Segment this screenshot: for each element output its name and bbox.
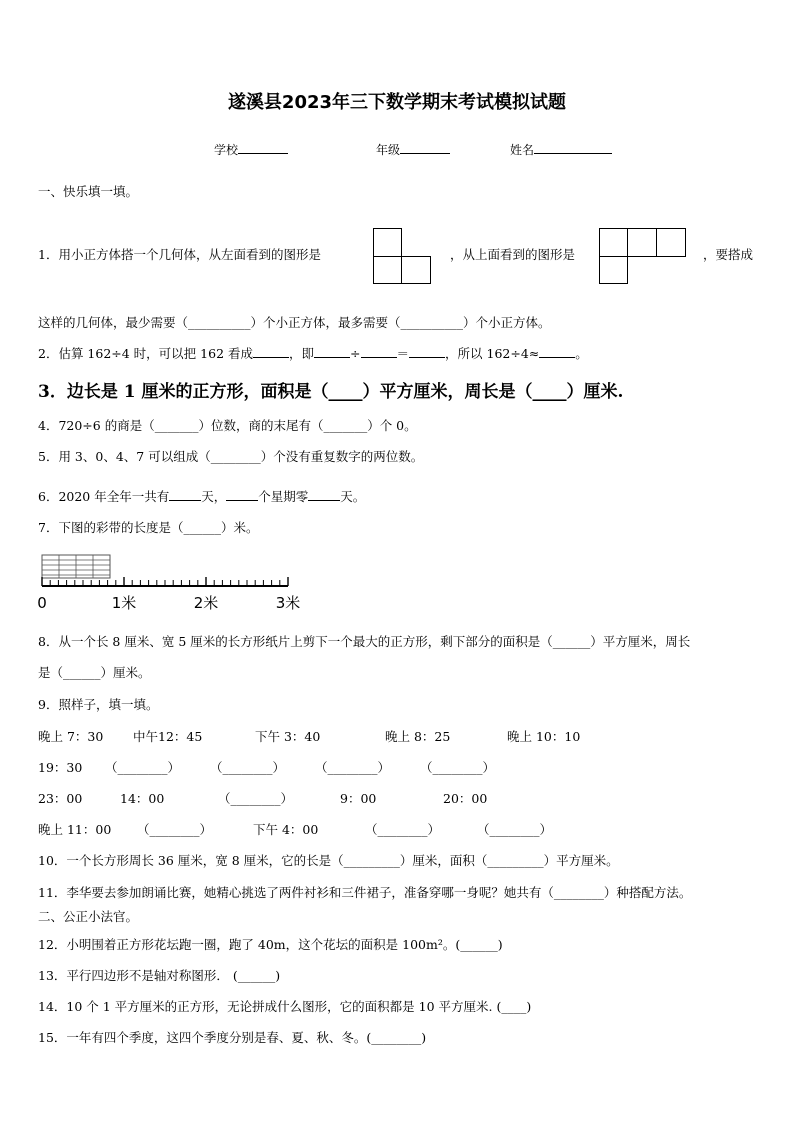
q6-blank-3[interactable] <box>308 488 340 501</box>
school-label: 学校 <box>214 143 239 157</box>
q9-r1c4: 晚上 8：25 <box>385 729 451 744</box>
q9-r3c4: 9：00 <box>340 791 377 806</box>
q11: 11．李华要去参加朗诵比赛，她精心挑选了两件衬衫和三件裙子，准备穿哪一身呢？她共有（________）种搭配方法。 <box>38 885 692 900</box>
q2-blank-2[interactable] <box>314 345 350 358</box>
q9-r3c3[interactable]: （________） <box>218 791 294 806</box>
q9-r1c3: 下午 3：40 <box>255 729 321 744</box>
q1-line2: 这样的几何体，最少需要（__________）个小正方体，最多需要（__________）个小正方体。 <box>38 315 551 330</box>
q9-r1c1: 晚上 7：30 <box>38 729 104 744</box>
q10: 10．一个长方形周长 36 厘米，宽 8 厘米，它的长是（_________）厘米，面积（_________）平方厘米。 <box>38 853 619 868</box>
ribbon <box>42 555 110 578</box>
q4: 4．720÷6 的商是（_______）位数，商的末尾有（_______）个 0。 <box>38 418 417 433</box>
q2-d: ＝ <box>396 346 410 361</box>
ruler-label: 3米 <box>275 594 301 612</box>
ribbon-ruler-figure <box>36 552 304 618</box>
q8-line2: 是（______）厘米。 <box>38 665 151 680</box>
grade-blank[interactable] <box>400 141 450 154</box>
q2-c: ÷ <box>350 346 361 361</box>
name-label: 姓名 <box>510 143 535 157</box>
q3: 3．边长是 1 厘米的正方形，面积是（____）平方厘米，周长是（____）厘米. <box>38 382 624 402</box>
left-view-figure <box>373 228 431 284</box>
ruler-label: 0 <box>37 594 47 612</box>
q9-r2c3[interactable]: （________） <box>210 760 286 775</box>
q2 <box>38 344 588 362</box>
q9-intro: 9．照样子，填一填。 <box>38 697 159 712</box>
q2-blank-4[interactable] <box>409 345 445 358</box>
name-blank[interactable] <box>534 141 612 154</box>
q2-f: 。 <box>575 346 588 361</box>
school-blank[interactable] <box>238 141 288 154</box>
q9-r4c3: 下午 4：00 <box>253 822 319 837</box>
q15: 15．一年有四个季度，这四个季度分别是春、夏、秋、冬。(________) <box>38 1030 427 1045</box>
q5: 5．用 3、0、4、7 可以组成（________）个没有重复数字的两位数。 <box>38 449 424 464</box>
q9-r4c1: 晚上 11：00 <box>38 822 112 837</box>
q1-part3: ，要搭成 <box>703 247 754 262</box>
q2-b: ，即 <box>289 346 315 361</box>
ruler-label: 1米 <box>111 594 137 612</box>
q9-r1c2: 中午12：45 <box>133 729 203 744</box>
q8-line1: 8．从一个长 8 厘米、宽 5 厘米的长方形纸片上剪下一个最大的正方形，剩下部分的面积是（______）平方厘米，周长 <box>38 634 691 649</box>
q9-r4c5[interactable]: （________） <box>477 822 553 837</box>
q9-r2c5[interactable]: （________） <box>420 760 496 775</box>
q7: 7．下图的彩带的长度是（______）米。 <box>38 520 259 535</box>
q1-part1: 1．用小正方体搭一个几何体，从左面看到的图形是 <box>38 247 321 262</box>
section-2-heading: 二、公正小法官。 <box>38 909 139 924</box>
top-view-figure <box>599 228 686 284</box>
q6-blank-2[interactable] <box>226 488 258 501</box>
q6-a: 6．2020 年全年一共有 <box>38 489 170 504</box>
q1-part2: ，从上面看到的图形是 <box>450 247 576 262</box>
q12: 12．小明围着正方形花坛跑一圈，跑了 40m，这个花坛的面积是 100m²。(______) <box>38 937 503 952</box>
section-1-heading: 一、快乐填一填。 <box>38 184 139 199</box>
q6-d: 天。 <box>340 489 366 504</box>
q9-r4c4[interactable]: （________） <box>365 822 441 837</box>
ruler-label: 2米 <box>193 594 219 612</box>
name-field <box>510 141 612 158</box>
q9-r1c5: 晚上 10：10 <box>507 729 581 744</box>
grade-label: 年级 <box>376 143 401 157</box>
q14: 14．10 个 1 平方厘米的正方形，无论拼成什么图形，它的面积都是 10 平方厘米. (____) <box>38 999 532 1014</box>
q9-r2c1: 19：30 <box>38 760 83 775</box>
q9-r3c5: 20：00 <box>443 791 488 806</box>
q13: 13．平行四边形不是轴对称图形． (______) <box>38 968 281 983</box>
q9-r2c2[interactable]: （________） <box>105 760 181 775</box>
q6-b: 天， <box>201 489 227 504</box>
q2-blank-5[interactable] <box>539 345 575 358</box>
q9-r4c2[interactable]: （________） <box>137 822 213 837</box>
q9-r2c4[interactable]: （________） <box>315 760 391 775</box>
q9-r3c2: 14：00 <box>120 791 165 806</box>
grade-field <box>376 141 450 158</box>
ruler <box>37 577 300 612</box>
q6-c: 个星期零 <box>258 489 309 504</box>
q6-blank-1[interactable] <box>169 488 201 501</box>
school-field <box>214 141 288 158</box>
q6 <box>38 487 365 505</box>
q2-a: 2．估算 162÷4 时，可以把 162 看成 <box>38 346 253 361</box>
q2-blank-1[interactable] <box>253 345 289 358</box>
page-title: 遂溪县2023年三下数学期末考试模拟试题 <box>227 92 567 113</box>
q9-r3c1: 23：00 <box>38 791 83 806</box>
q2-e: ，所以 162÷4≈ <box>445 346 540 361</box>
q2-blank-3[interactable] <box>361 345 397 358</box>
